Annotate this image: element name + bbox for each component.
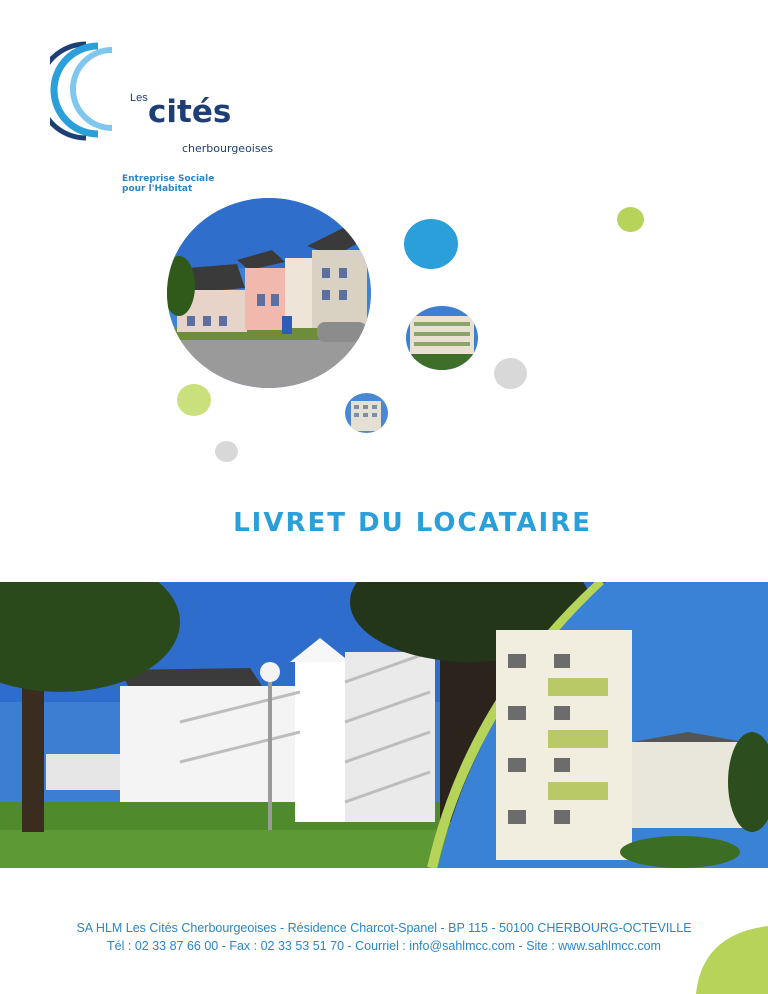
building-photo-circle-medium <box>406 306 478 370</box>
green-dot-top-right <box>617 207 644 232</box>
green-dot-left <box>177 384 211 416</box>
footer-contact <box>0 919 768 955</box>
logo-cherbourgeoises-text: cherbourgeoises <box>182 142 274 155</box>
logo <box>50 38 274 194</box>
grey-dot-right <box>494 358 527 389</box>
grey-dot-left <box>215 441 238 462</box>
residence-photo-banner <box>0 582 768 868</box>
logo-cites-text: cités <box>148 94 232 130</box>
logo-tagline: Entreprise Sociale pour l'Habitat <box>122 174 215 194</box>
page-title: LIVRET DU LOCATAIRE <box>233 508 592 538</box>
footer-address-line: SA HLM Les Cités Cherbourgeoises - Résidence Charcot-Spanel - BP 115 - 50100 CHERBOURG-OCTEVILLE <box>76 921 692 935</box>
logo-arcs-icon <box>50 38 130 148</box>
logo-les-text: Les <box>130 92 148 104</box>
footer-contact-line: Tél : 02 33 87 66 00 - Fax : 02 33 53 51 70 - Courriel : info@sahlmcc.com - Site : www.sahlmcc.com <box>107 939 661 953</box>
building-photo-circle-small <box>345 393 388 433</box>
green-corner-shape <box>696 926 768 994</box>
blue-dot <box>404 219 458 269</box>
residence-photo-circle <box>167 198 371 388</box>
